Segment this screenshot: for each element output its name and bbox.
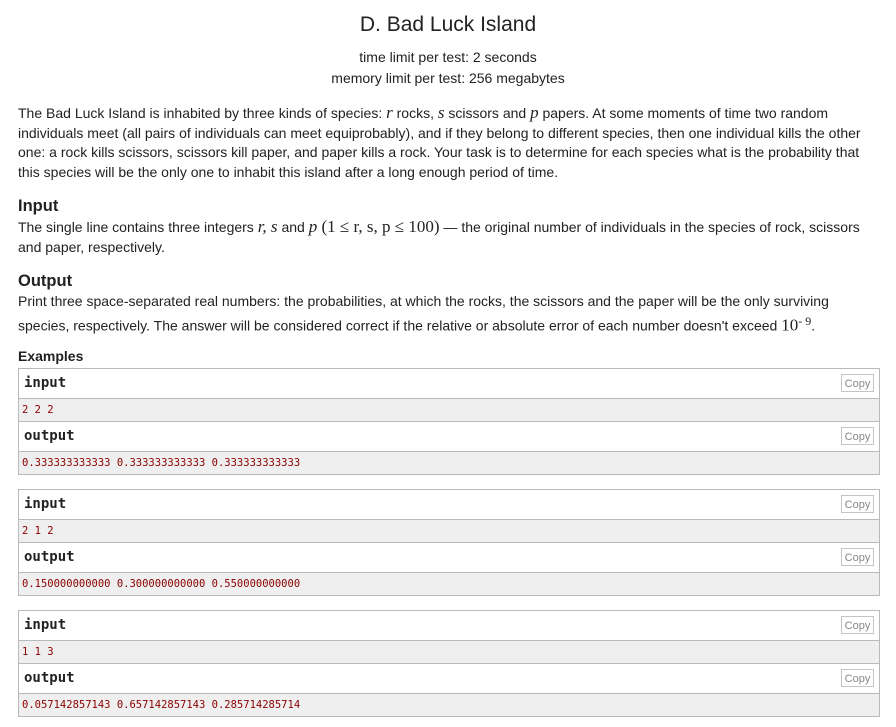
example-block bbox=[18, 368, 880, 475]
problem-statement: The Bad Luck Island is inhabited by three kinds of species: r rocks, s scissors and p papers. At some moments of time two random individuals meet (all pairs of individuals can meet equiprobably), and if they belong to different species, then one individual kills the other one: a rock kills scissors, scissors kill paper, and paper kills a rock. Your task is to determine for each species what is the probability that this species will be the only one to inhabit this island after a long enough period of time. bbox=[18, 103, 861, 181]
example-output-header bbox=[19, 422, 879, 452]
example-output-value: 0.333333333333 0.333333333333 0.333333333333 bbox=[19, 452, 879, 474]
example-output-header bbox=[19, 664, 879, 694]
problem-title: D. Bad Luck Island bbox=[359, 13, 537, 36]
copy-output-button[interactable]: Copy bbox=[841, 427, 874, 445]
examples-label: Examples bbox=[18, 348, 84, 364]
output-label: output bbox=[24, 670, 75, 686]
copy-input-button[interactable]: Copy bbox=[841, 495, 874, 513]
memory-limit: memory limit per test: 256 megabytes bbox=[331, 70, 565, 86]
example-output-header bbox=[19, 543, 879, 573]
copy-output-button[interactable]: Copy bbox=[841, 548, 874, 566]
example-input-value: 2 1 2 bbox=[19, 520, 879, 543]
time-limit: time limit per test: 2 seconds bbox=[359, 49, 537, 65]
output-description: Print three space-separated real numbers: the probabilities, at which the rocks, the scissors and the paper will be the only surviving species, respectively. The answer will be considered correct if the relative or absolute error of each number doesn't exceed $10^{- 9}$. bbox=[18, 293, 829, 335]
example-output-value: 0.150000000000 0.300000000000 0.550000000000 bbox=[19, 573, 879, 595]
output-label: output bbox=[24, 428, 75, 444]
output-label: output bbox=[24, 549, 75, 565]
copy-input-button[interactable]: Copy bbox=[841, 374, 874, 392]
input-label: input bbox=[24, 496, 67, 512]
input-description: The single line contains three integers r, s and p (1 ≤ r, s, p ≤ 100) — the original number of individuals in the species of rock, scissors and paper, respectively. bbox=[18, 217, 860, 255]
example-input-header bbox=[19, 369, 879, 399]
example-input-header bbox=[19, 490, 879, 520]
example-output-value: 0.057142857143 0.657142857143 0.285714285714 bbox=[19, 694, 879, 716]
example-input-header bbox=[19, 611, 879, 641]
example-input-value: 2 2 2 bbox=[19, 399, 879, 422]
copy-output-button[interactable]: Copy bbox=[841, 669, 874, 687]
example-block bbox=[18, 610, 880, 717]
input-section-title: Input bbox=[18, 197, 59, 215]
example-input-value: 1 1 3 bbox=[19, 641, 879, 664]
input-label: input bbox=[24, 375, 67, 391]
input-label: input bbox=[24, 617, 67, 633]
output-section-title: Output bbox=[18, 272, 73, 290]
example-block bbox=[18, 489, 880, 596]
copy-input-button[interactable]: Copy bbox=[841, 616, 874, 634]
